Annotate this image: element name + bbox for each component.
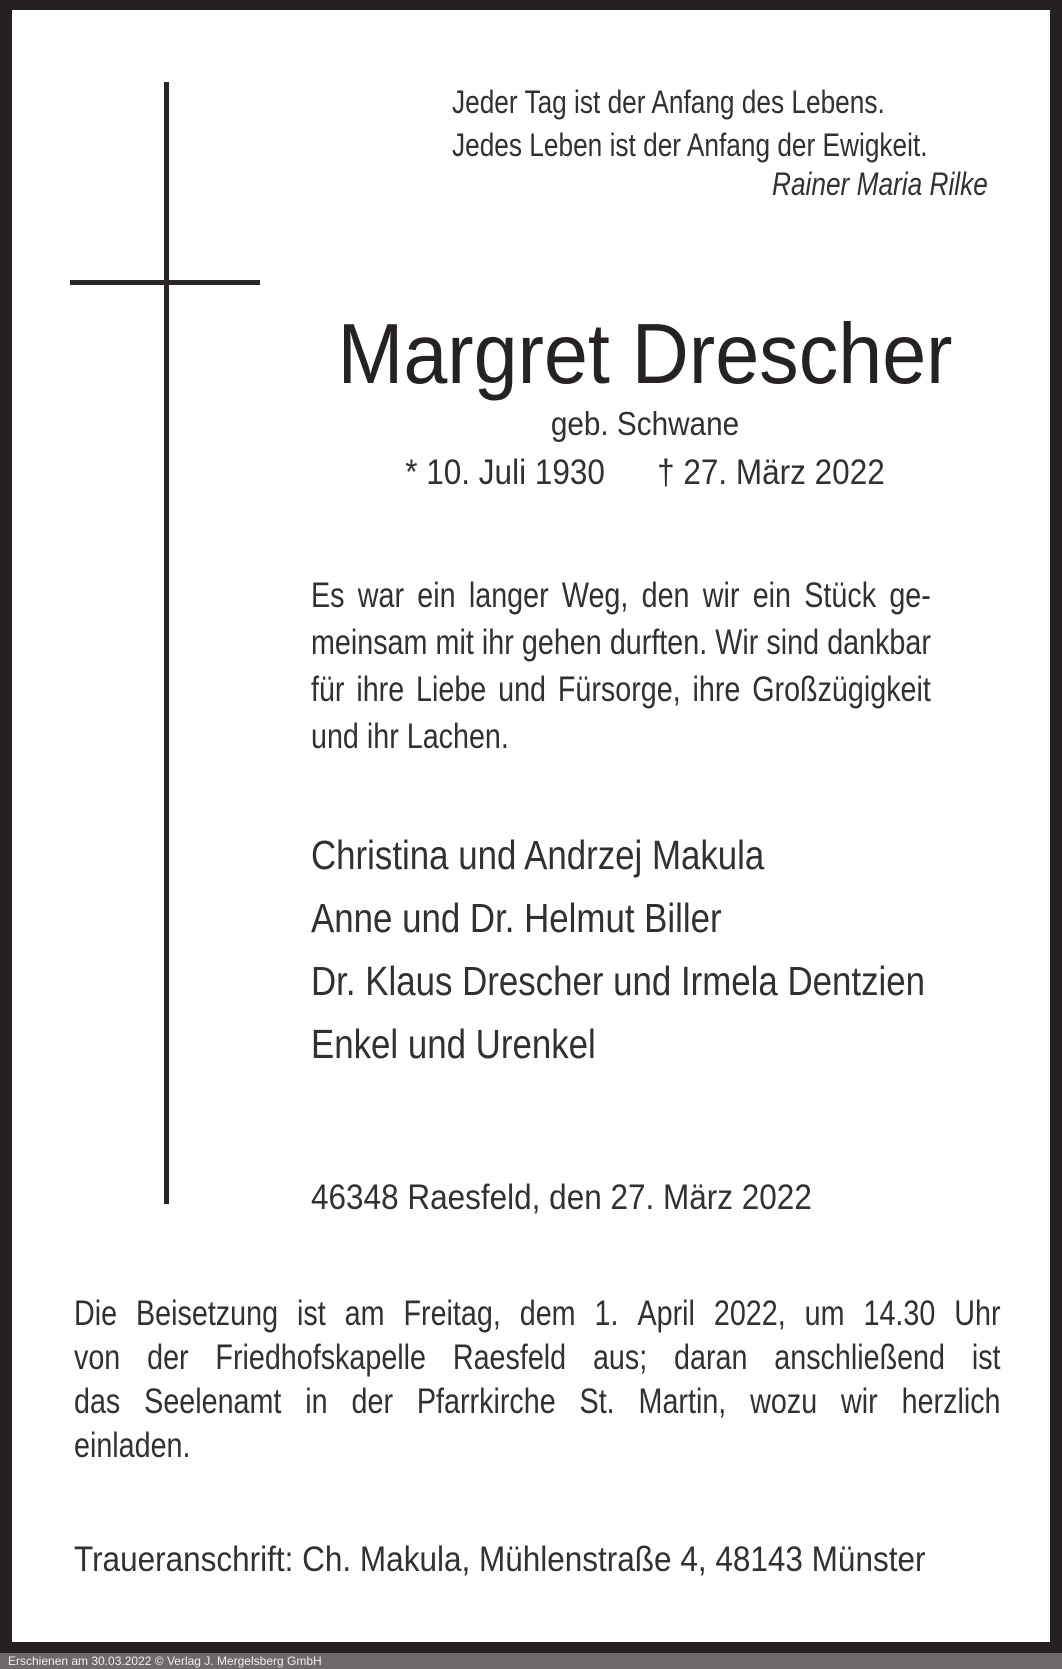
mourner-name: Christina und Andrzej Makula	[311, 832, 765, 878]
mourner-name: Enkel und Urenkel	[311, 1021, 596, 1067]
mourner-name: Anne und Dr. Helmut Biller	[311, 895, 722, 941]
mourner-name: Dr. Klaus Drescher und Irmela Dentzien	[311, 958, 926, 1004]
publisher-footer-text: Erschienen am 30.03.2022 © Verlag J. Mergelsberg GmbH	[8, 1654, 322, 1668]
mourning-address-line: Traueranschrift: Ch. Makula, Mühlenstraße 4, 48143 Münster	[74, 1540, 926, 1579]
frame-left-border	[0, 0, 12, 1653]
birth-date: * 10. Juli 1930	[405, 453, 605, 492]
life-dates-row	[285, 452, 1005, 494]
frame-right-border	[1050, 0, 1062, 1653]
deceased-name: Margret Drescher	[337, 307, 953, 402]
quote-line: Jeder Tag ist der Anfang des Lebens.	[452, 84, 885, 120]
frame-bottom-border	[0, 1642, 1062, 1653]
maiden-name: geb. Schwane	[550, 405, 740, 442]
quote-attribution	[452, 163, 1035, 205]
quote-line: Jedes Leben ist der Anfang der Ewigkeit.	[452, 127, 928, 163]
obituary-line: meinsam mit ihr gehen durften. Wir sind dankbar	[311, 623, 931, 662]
obituary-paragraph	[311, 572, 931, 760]
funeral-info-line: von der Friedhofskapelle Raesfeld aus; daran anschließend ist	[74, 1338, 1001, 1377]
place-date-line: 46348 Raesfeld, den 27. März 2022	[311, 1178, 812, 1217]
obituary-line: Es war ein langer Weg, den wir ein Stück ge-	[311, 576, 931, 615]
frame-top-border	[0, 0, 1062, 10]
cross-vertical-bar	[164, 82, 169, 1204]
obituary-line: und ihr Lachen.	[311, 717, 509, 756]
quote-block	[452, 81, 960, 167]
obituary-line: für ihre Liebe und Fürsorge, ihre Großzügigkeit	[311, 670, 931, 709]
funeral-info-line: einladen.	[74, 1426, 191, 1465]
publisher-footer-bar	[0, 1653, 1062, 1669]
mourners-list	[311, 824, 957, 1076]
funeral-info-line: Die Beisetzung ist am Freitag, dem 1. April 2022, um 14.30 Uhr	[74, 1294, 1001, 1333]
death-date: † 27. März 2022	[657, 453, 885, 492]
funeral-info-paragraph	[74, 1292, 1001, 1468]
quote-attribution-text: Rainer Maria Rilke	[771, 166, 988, 202]
funeral-info-line: das Seelenamt in der Pfarrkirche St. Martin, wozu wir herzlich	[74, 1382, 1001, 1421]
cross-horizontal-bar	[70, 280, 260, 285]
